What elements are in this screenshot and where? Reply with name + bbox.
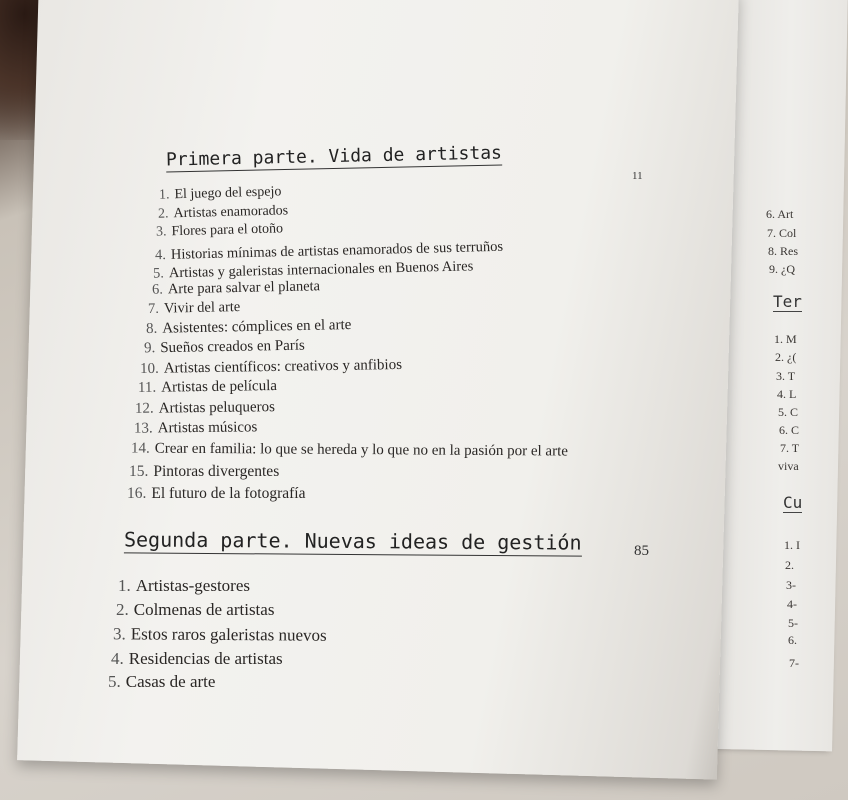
right-line: 7. T bbox=[780, 441, 800, 455]
toc-entry: 3. Estos raros galeristas nuevos bbox=[112, 624, 327, 645]
right-line: 2. bbox=[785, 558, 794, 572]
part-1-title: Primera parte. Vida de artistas bbox=[165, 142, 503, 171]
right-line: 8. Res bbox=[768, 244, 798, 258]
right-line: 9. ¿Q bbox=[769, 262, 795, 276]
right-line: 3. T bbox=[776, 369, 796, 383]
right-line: 1. I bbox=[784, 538, 800, 552]
toc-entry: 4. Historias mínimas de artistas enamorados de sus terruños bbox=[154, 238, 504, 264]
toc-entry: 8. Asistentes: cómplices en el arte bbox=[145, 317, 352, 337]
toc-entry: 5. Artistas y galeristas internacionales en Buenos Aires bbox=[152, 258, 474, 282]
part-1-page-number: 11 bbox=[632, 170, 643, 182]
right-line: 7- bbox=[789, 656, 799, 670]
right-line: 4. L bbox=[777, 387, 797, 401]
toc-entry: 4. Residencias de artistas bbox=[111, 649, 283, 668]
toc-entry: 14. Crear en familia: lo que se hereda y lo que no en la pasión por el arte bbox=[130, 440, 568, 460]
right-line: viva bbox=[778, 459, 799, 473]
toc-entry: 13. Artistas músicos bbox=[133, 419, 258, 437]
part-2-page-number: 85 bbox=[634, 543, 649, 559]
right-line: 6. C bbox=[779, 423, 800, 437]
toc-entry: 3. Flores para el otoño bbox=[155, 221, 284, 240]
toc-entry: 10. Artistas científicos: creativos y anfibios bbox=[139, 356, 403, 378]
right-line: 6. bbox=[788, 633, 797, 647]
right-line: 5- bbox=[788, 616, 798, 630]
toc-entry: 2. Colmenas de artistas bbox=[116, 600, 275, 619]
right-section-title: Ter bbox=[773, 292, 802, 311]
right-line: 7. Col bbox=[767, 226, 797, 240]
right-line: 5. C bbox=[778, 405, 799, 419]
toc-entry: 9. Sueños creados en París bbox=[143, 337, 305, 357]
toc-entry: 12. Artistas peluqueros bbox=[134, 399, 276, 417]
toc-entry: 7. Vivir del arte bbox=[147, 299, 241, 317]
toc-entry: 1. El juego del espejo bbox=[158, 184, 282, 203]
right-line: 4- bbox=[787, 597, 797, 611]
toc-entry: 15. Pintoras divergentes bbox=[129, 463, 280, 480]
toc-entry: 1. Artistas-gestores bbox=[118, 576, 251, 595]
toc-entry: 16. El futuro de la fotografía bbox=[127, 485, 306, 502]
toc-entry: 6. Arte para salvar el planeta bbox=[151, 278, 321, 298]
toc-entry: 2. Artistas enamorados bbox=[157, 203, 289, 222]
right-line: 1. M bbox=[774, 332, 797, 346]
part-2-title: Segunda parte. Nuevas ideas de gestión bbox=[123, 527, 582, 555]
toc-entry: 5. Casas de arte bbox=[108, 672, 216, 691]
right-section-title: Cu bbox=[783, 493, 803, 512]
right-line: 3- bbox=[786, 578, 796, 592]
right-line: 2. ¿( bbox=[775, 350, 797, 364]
toc-entry: 11. Artistas de película bbox=[137, 378, 278, 396]
right-line: 6. Art bbox=[766, 207, 794, 221]
